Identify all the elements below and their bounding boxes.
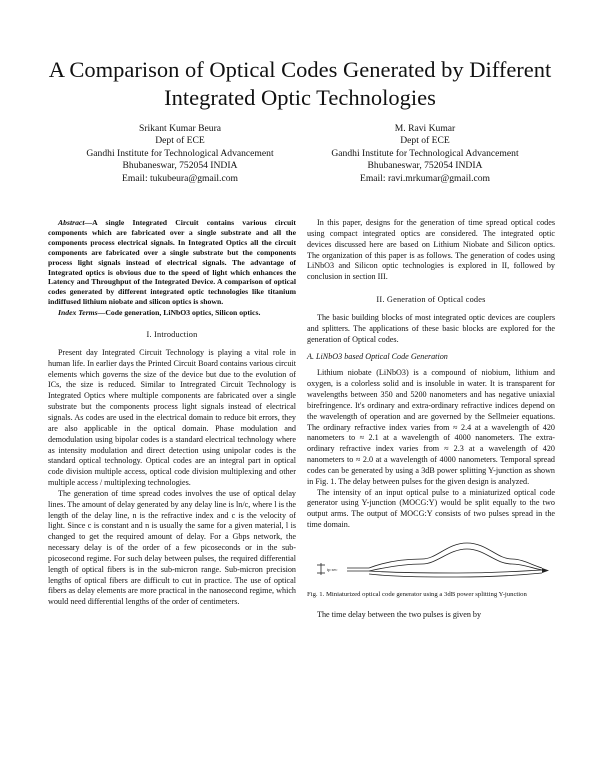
author-city: Bhubaneswar, 752054 INDIA: [367, 160, 483, 172]
author-dept: Dept of ECE: [155, 135, 205, 147]
author-email: Email: tukubeura@gmail.com: [122, 172, 238, 184]
generation-paragraph: The basic building blocks of most integrated optic devices are couplers and splitters. The applications of these basic blocks are explored for the generation of Optical codes.: [307, 312, 555, 344]
abstract-text: —A single Integrated Circuit contains various circuit components which are fabricated over a single substrate and all the components process electrical signals. In Integrated Optics all the circuit components are fabricated over a single substrate but the components process light signals instead of electrical signals. The advantage of Integrated optics is obvious due to the speed of light which enhances the Latency and Throughput of the Integrated Device. A comparison of optical codes generated by different integrated optic technologies like titanium indiffused lithium niobate and silicon optics is shown.: [48, 218, 296, 307]
author-block-2: [295, 123, 555, 185]
intro-paragraph-3: In this paper, designs for the generation of time spread optical codes using compact integrated optics are considered. The integrated optic devices discussed here are based on Lithium Niobate and Silicon optics. The organization of this paper is as follows. The generation of codes using LiNbO3 and Silicon optic technologies is explored in II, followed by conclusion in section III.: [307, 218, 555, 282]
abstract: [48, 218, 296, 307]
intro-paragraph-1: Present day Integrated Circuit Technology is playing a vital role in human life. In earlier days the Printed Circuit Board contains various circuit elements which governs the size of the device but due to the evolution of ICs, the size is reduced. Similar to Intregrated Circuit Technology is Integrated Optics where multiple components are fabricated over a single substrate but the components process light signals instead of electrical signals. As codes are used in the electrical domain to reduce bit errors, they are also applicable in the optical domain. Phase modulation and demodulation using bipolar codes is a standard electrical technology where as intensity modulation and direct detection using unipolar codes is the standard optical technology. Optical codes are an integral part in optical code division multiple access, optical code division multiplexing and other multiple access / multiplexing technologies.: [48, 347, 296, 488]
author-city: Bhubaneswar, 752054 INDIA: [122, 160, 238, 172]
author-name: Srikant Kumar Beura: [138, 123, 222, 134]
section-heading-introduction: I. Introduction: [146, 330, 198, 340]
lower-arm-outer: [369, 573, 542, 577]
index-terms: [48, 308, 296, 318]
subsection-heading-linbo3: A. LiNbO3 based Optical Code Generation: [307, 352, 448, 362]
author-dept: Dept of ECE: [400, 135, 450, 147]
lower-arm: [369, 570, 542, 573]
author-email: Email: ravi.mrkumar@gmail.com: [359, 172, 491, 184]
author-institute: Gandhi Institute for Technological Advancement: [331, 147, 519, 159]
upper-arm-inner: [369, 549, 542, 571]
right-column: [307, 218, 555, 620]
left-column: [48, 218, 296, 608]
linbo3-paragraph-2: The intensity of an input optical pulse to a miniaturized optical code generator using Y-junction (MOCG:Y) would be split equally to the two output arms. The output of MOCG:Y consists of two pulses spread in the time domain.: [307, 487, 555, 530]
figure-1-caption: Fig. 1. Miniaturized optical code generator using a 3dB power splitting Y-junction: [307, 590, 527, 598]
paper-title: A Comparison of Optical Codes Generated by Different Integrated Optic Technologies: [48, 57, 552, 110]
output-arrow: [542, 568, 549, 573]
figure-1: [307, 537, 555, 589]
index-terms-label: Index Terms: [58, 308, 98, 318]
abstract-label: Abstract: [58, 218, 85, 227]
intro-paragraph-2: The generation of time spread codes involves the use of optical delay lines. The amount of delay generated by any delay line is ln/c, where l is the length of the delay line, n is the refractive index and c is the velocity of light. Since c is constant and n is usually the same for a given material, l is changed to get the required amount of delay. For a Gbps network, the necessary delay is of the order of a few picoseconds or in the sub-picosecond regime. For such delay between pulses, the required differential length of optical fibers is in the sub-micron range. Sub-micron precision lengths of optical fibers are difficult to cut in practice. The use of optical fibers as delay elements are more practical in the nanosecond regime, which would need differential lengths of the order of centimeters.: [48, 488, 296, 607]
section-heading-generation: II. Generation of Optical codes: [376, 295, 486, 305]
linbo3-paragraph-1: Lithium niobate (LiNbO3) is a compound of niobium, lithium and oxygen, is a colorless solid and is insoluble in water. It is transparent for wavelengths between 350 and 5200 nanometers and has negative uniaxial birefringence. It's ordinary and extra-ordinary refractive indices depend on the wavelength of operation and are governed by the Sellmeier equations. The ordinary refractive index varies from ≈ 2.4 at a wavelength of 420 nanometers to ≈ 2.1 at a wavelength of 4000 nanometers. The extra-ordinary refractive index varies from ≈ 2.3 at a wavelength of 420 nanometers to ≈ 2.0 at a wavelength of 4000 nanometers. Temporal spread codes can be generated by using a 3dB power splitting Y-junction as shown in Fig. 1. The delay between pulses for the given design is analyzed.: [307, 368, 555, 486]
closing-line: The time delay between the two pulses is given by: [317, 609, 482, 619]
author-block-1: [50, 123, 310, 185]
author-name: M. Ravi Kumar: [394, 123, 456, 134]
author-institute: Gandhi Institute for Technological Advancement: [86, 147, 274, 159]
y-junction-diagram: [307, 537, 555, 589]
figure-delay-label: tp sec: [327, 566, 338, 572]
index-terms-text: —Code generation, LiNbO3 optics, Silicon optics.: [97, 308, 261, 318]
